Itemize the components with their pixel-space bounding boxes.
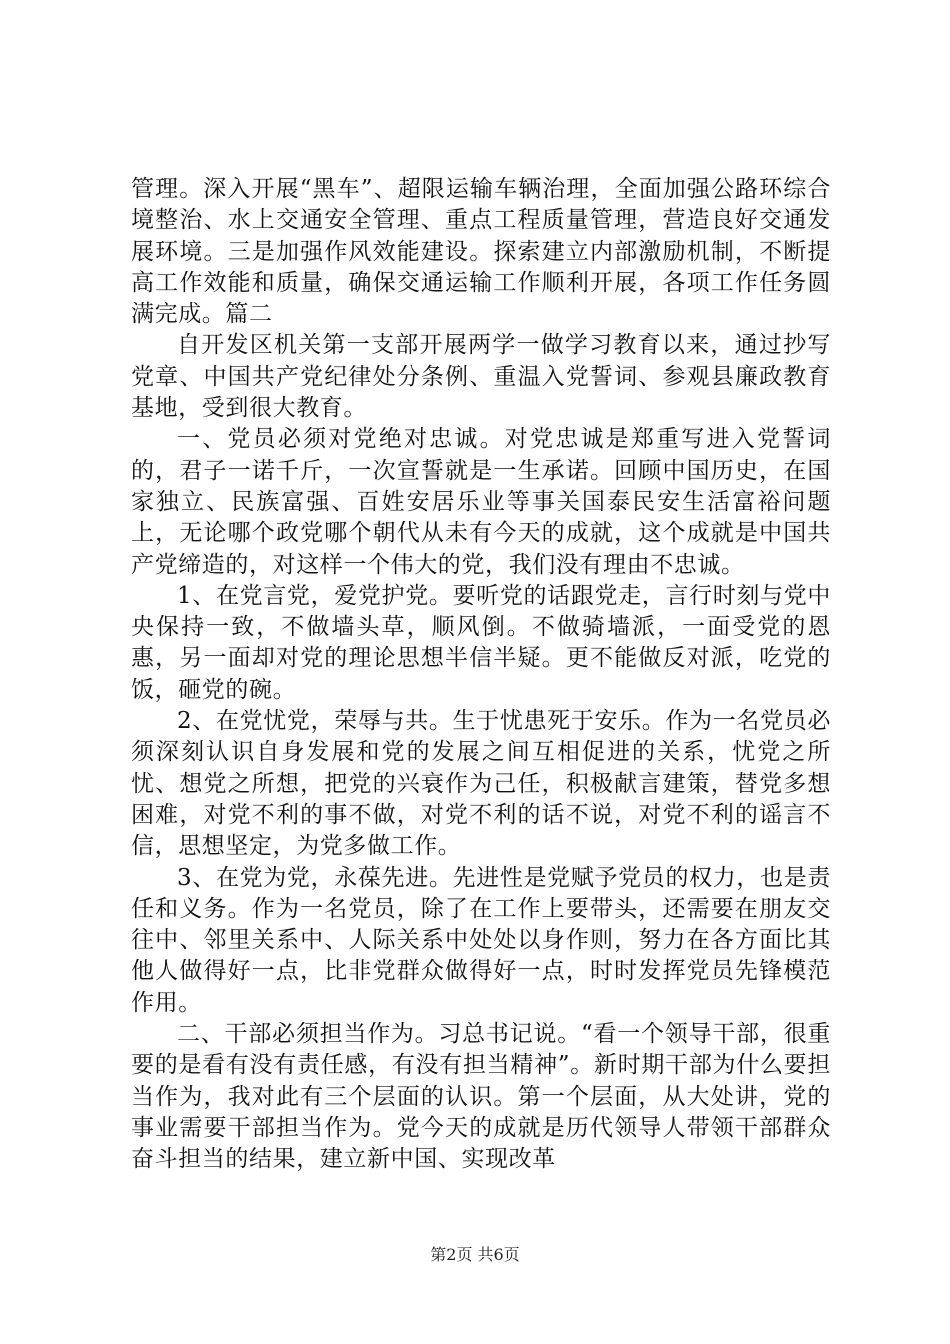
paragraph-intro: 自开发区机关第一支部开展两学一做学习教育以来，通过抄写党章、中国共产党纪律处分条例、重温入党誓词、参观县廉政教育基地，受到很大教育。 [131, 332, 831, 422]
paragraph-continuation: 管理。深入开展“黑车”、超限运输车辆治理，全面加强公路环综合境整治、水上交通安全管理、重点工程质量管理，营造良好交通发展环境。三是加强作风效能建设。探索建立内部激励机制，不断提高工作效能和质量，确保交通运输工作顺利开展，各项工作任务圆满完成。篇二 [131, 176, 831, 328]
paragraph-section-two: 二、干部必须担当作为。习总书记说。“看一个领导干部，很重要的是看有没有责任感，有没有担当精神”。新时期干部为什么要担当作为，我对此有三个层面的认识。第一个层面，从大处讲，党的事业需要干部担当作为。党今天的成就是历代领导人带领干部群众奋斗担当的结果，建立新中国、实现改革 [131, 1021, 831, 1173]
paragraph-point-one: 1、在党言党，爱党护党。要听党的话跟党走，言行时刻与党中央保持一致，不做墙头草，顺风倒。不做骑墙派，一面受党的恩惠，另一面却对党的理论思想半信半疑。更不能做反对派，吃党的饭，砸党的碗。 [131, 582, 831, 703]
paragraph-point-three: 3、在党为党，永葆先进。先进性是党赋予党员的权力，也是责任和义务。作为一名党员，除了在工作上要带头，还需要在朋友交往中、邻里关系中、人际关系中处处以身作则，努力在各方面比其他人做得好一点，比非党群众做得好一点，时时发挥党员先锋模范作用。 [131, 864, 831, 1016]
page-number-footer: 第2页 共6页 [430, 1245, 520, 1264]
paragraph-point-two: 2、在党忧党，荣辱与共。生于忧患死于安乐。作为一名党员必须深刻认识自身发展和党的发展之间互相促进的关系，忧党之所忧、想党之所想，把党的兴衰作为己任，积极献言建策，替党多想困难，对党不利的事不做，对党不利的话不说，对党不利的谣言不信，思想坚定，为党多做工作。 [131, 708, 831, 860]
document-body [131, 174, 831, 1176]
paragraph-section-one: 一、党员必须对党绝对忠诚。对党忠诚是郑重写进入党誓词的，君子一诺千斤，一次宣誓就是一生承诺。回顾中国历史，在国家独立、民族富强、百姓安居乐业等事关国泰民安生活富裕问题上，无论哪个政党哪个朝代从未有今天的成就，这个成就是中国共产党缔造的，对这样一个伟大的党，我们没有理由不忠诚。 [131, 426, 831, 578]
